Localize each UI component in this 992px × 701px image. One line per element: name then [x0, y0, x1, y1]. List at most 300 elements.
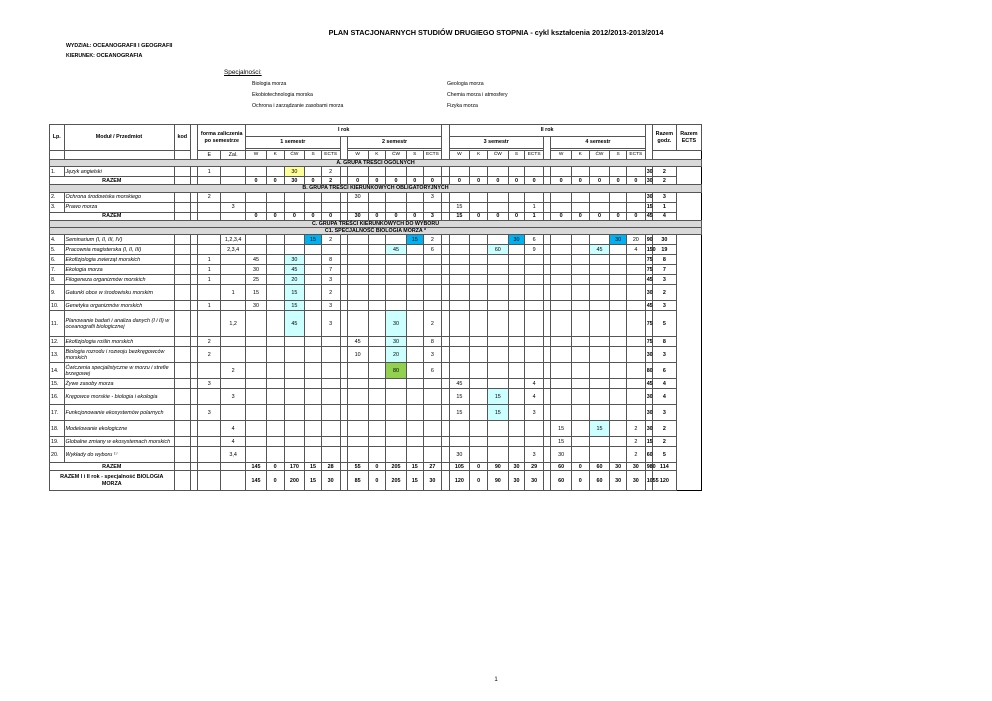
hours-cell: 0: [589, 177, 610, 185]
hours-cell: [487, 285, 508, 301]
hours-cell: [610, 192, 627, 202]
spacer-cell: [442, 255, 449, 265]
total-ects: 5: [652, 311, 676, 337]
hours-cell: 30: [246, 265, 267, 275]
hours-cell: [449, 337, 470, 347]
spacer-cell: [442, 202, 449, 212]
credit-semester: [221, 463, 246, 471]
spacer-cell: [442, 235, 449, 245]
hours-cell: [589, 437, 610, 447]
hours-cell: [508, 379, 525, 389]
exam-semester: [198, 437, 221, 447]
hours-cell: [386, 167, 407, 177]
hours-cell: [284, 389, 305, 405]
hours-cell: [470, 347, 488, 363]
hours-cell: [610, 245, 627, 255]
hours-cell: [470, 337, 488, 347]
hours-cell: [449, 301, 470, 311]
hours-cell: [610, 265, 627, 275]
hours-cell: [386, 379, 407, 389]
hours-cell: [347, 363, 368, 379]
hours-cell: [610, 311, 627, 337]
hours-cell: [386, 389, 407, 405]
hours-cell: [525, 275, 544, 285]
hours-cell: [305, 379, 322, 389]
hours-cell: [589, 389, 610, 405]
hours-cell: 2: [321, 167, 340, 177]
hours-cell: 15: [449, 389, 470, 405]
total-hours: 45: [645, 379, 652, 389]
table-row: [50, 405, 702, 421]
exam-semester: 2: [198, 337, 221, 347]
hours-cell: [386, 301, 407, 311]
hours-cell: [423, 167, 442, 177]
hours-cell: [406, 379, 423, 389]
total-hours: 60: [645, 447, 652, 463]
hours-cell: 90: [487, 471, 508, 491]
hours-cell: [406, 202, 423, 212]
hours-cell: 60: [589, 463, 610, 471]
hours-cell: 0: [406, 212, 423, 220]
hours-cell: 9: [525, 245, 544, 255]
table-row: [50, 463, 702, 471]
code-cell: [174, 192, 191, 202]
code-cell: [174, 167, 191, 177]
subheader-row: [50, 151, 702, 160]
hours-cell: [406, 337, 423, 347]
exam-semester: [198, 463, 221, 471]
hours-cell: [386, 202, 407, 212]
header-subject: Moduł / Przedmiot: [64, 125, 174, 151]
hours-cell: [487, 437, 508, 447]
hours-cell: [284, 447, 305, 463]
table-row: [50, 167, 702, 177]
spacer-cell: [191, 463, 198, 471]
hours-cell: 0: [551, 177, 572, 185]
hours-cell: [508, 285, 525, 301]
hours-cell: [571, 389, 589, 405]
hours-cell: 205: [386, 463, 407, 471]
hours-cell: [626, 192, 645, 202]
hours-cell: 0: [487, 212, 508, 220]
hours-cell: [284, 337, 305, 347]
hours-cell: [571, 405, 589, 421]
hours-cell: [449, 437, 470, 447]
hours-cell: [423, 275, 442, 285]
hours-cell: [347, 447, 368, 463]
hours-cell: [368, 167, 386, 177]
header-sub-s: S: [610, 151, 627, 160]
spacer-cell: [340, 405, 347, 421]
hours-cell: 30: [284, 255, 305, 265]
spacer-cell: [191, 265, 198, 275]
hours-cell: [449, 275, 470, 285]
hours-cell: 85: [347, 471, 368, 491]
code-cell: [174, 177, 191, 185]
total-ects: 3: [652, 347, 676, 363]
total-hours: 15: [645, 202, 652, 212]
spacer-cell: [543, 405, 550, 421]
code-cell: [174, 389, 191, 405]
header-sub-s: S: [406, 151, 423, 160]
total-hours: 45: [645, 275, 652, 285]
hours-cell: 0: [487, 177, 508, 185]
row-number: 16.: [50, 389, 65, 405]
section-b-heading: B. GRUPA TREŚCI KIERUNKOWYCH OBLIGATORYJNYCH: [50, 185, 702, 192]
hours-cell: [284, 245, 305, 255]
total-ects: 8: [652, 255, 676, 265]
hours-cell: [525, 265, 544, 275]
hours-cell: [347, 311, 368, 337]
hours-cell: [321, 192, 340, 202]
hours-cell: 30: [321, 471, 340, 491]
spacer-cell: [340, 311, 347, 337]
header-assessment-form: forma zaliczenia po semestrze: [198, 125, 246, 151]
spacer-cell: [442, 301, 449, 311]
hours-cell: [626, 363, 645, 379]
hours-cell: [551, 389, 572, 405]
hours-cell: [266, 405, 284, 421]
hours-cell: [470, 379, 488, 389]
hours-cell: 145: [246, 471, 267, 491]
row-number: 17.: [50, 405, 65, 421]
header-sub-s: S: [305, 151, 322, 160]
hours-cell: 6: [423, 363, 442, 379]
hours-cell: [571, 379, 589, 389]
hours-cell: [525, 347, 544, 363]
hours-cell: [571, 245, 589, 255]
table-row: [50, 363, 702, 379]
hours-cell: [423, 405, 442, 421]
spacer-cell: [543, 379, 550, 389]
spacer-cell: [543, 311, 550, 337]
hours-cell: [406, 389, 423, 405]
spacer-cell: [191, 421, 198, 437]
total-hours: 30: [645, 192, 652, 202]
hours-cell: [508, 301, 525, 311]
hours-cell: [347, 389, 368, 405]
hours-cell: [246, 167, 267, 177]
hours-cell: [610, 301, 627, 311]
spacer-cell: [442, 167, 449, 177]
hours-cell: [347, 405, 368, 421]
spacer-cell: [191, 301, 198, 311]
hours-cell: [487, 347, 508, 363]
hours-cell: [368, 437, 386, 447]
hours-cell: 0: [266, 463, 284, 471]
total-label: RAZEM: [50, 463, 175, 471]
subject-name: Pracownia magisterska (I, II, III): [64, 245, 174, 255]
hours-cell: [246, 245, 267, 255]
credit-semester: [221, 471, 246, 491]
hours-cell: [571, 192, 589, 202]
hours-cell: [368, 447, 386, 463]
total-hours: 30: [645, 167, 652, 177]
spacer-cell: [340, 177, 347, 185]
hours-cell: [626, 337, 645, 347]
hours-cell: [610, 379, 627, 389]
hours-cell: 4: [626, 245, 645, 255]
hours-cell: [626, 301, 645, 311]
hours-cell: 0: [551, 212, 572, 220]
row-number: 3.: [50, 202, 65, 212]
credit-semester: 3: [221, 202, 246, 212]
hours-cell: [610, 285, 627, 301]
exam-semester: [198, 471, 221, 491]
hours-cell: [525, 167, 544, 177]
hours-cell: 15: [406, 471, 423, 491]
hours-cell: 105: [449, 463, 470, 471]
hours-cell: 0: [368, 177, 386, 185]
spacer-cell: [191, 177, 198, 185]
spacer-cell: [340, 212, 347, 220]
hours-cell: [406, 363, 423, 379]
hours-cell: [551, 202, 572, 212]
hours-cell: [525, 337, 544, 347]
hours-cell: 30: [386, 311, 407, 337]
hours-cell: [406, 265, 423, 275]
total-ects: 7: [652, 265, 676, 275]
hours-cell: [406, 405, 423, 421]
hours-cell: [571, 167, 589, 177]
total-ects: 2: [652, 177, 676, 185]
specialization-item: Fizyka morza: [447, 103, 478, 109]
hours-cell: [321, 202, 340, 212]
spacer-cell: [191, 255, 198, 265]
hours-cell: [487, 275, 508, 285]
hours-cell: [551, 311, 572, 337]
header-total-ects: Razem ECTS: [676, 125, 701, 151]
total-hours: 45: [646, 212, 653, 219]
hours-cell: [508, 265, 525, 275]
row-number: 7.: [50, 265, 65, 275]
exam-semester: [198, 311, 221, 337]
spacer-cell: [442, 311, 449, 337]
hours-cell: [571, 363, 589, 379]
code-cell: [174, 265, 191, 275]
hours-cell: 15: [284, 285, 305, 301]
specialization-item: Biologia morza: [252, 81, 287, 87]
hours-cell: [406, 285, 423, 301]
exam-semester: [198, 447, 221, 463]
specializations-heading: Specjalności:: [224, 69, 262, 76]
spacer-cell: [543, 202, 550, 212]
hours-cell: [508, 337, 525, 347]
hours-cell: 15: [487, 405, 508, 421]
hours-cell: [386, 421, 407, 437]
exam-semester: 2: [198, 347, 221, 363]
spacer-cell: [442, 363, 449, 379]
credit-semester: [221, 265, 246, 275]
hours-cell: [487, 447, 508, 463]
spacer-cell: [543, 347, 550, 363]
total-hours: 75: [645, 265, 652, 275]
hours-cell: [508, 405, 525, 421]
code-cell: [174, 245, 191, 255]
hours-cell: 15: [449, 202, 470, 212]
total-ects: 30: [652, 235, 676, 245]
total-ects: 3: [652, 192, 676, 202]
hours-cell: [246, 437, 267, 447]
hours-cell: [470, 363, 488, 379]
hours-cell: [610, 275, 627, 285]
row-number: 14.: [50, 363, 65, 379]
hours-cell: [246, 363, 267, 379]
hours-cell: 0: [305, 212, 322, 220]
hours-cell: [284, 363, 305, 379]
hours-cell: 0: [589, 212, 610, 220]
hours-cell: [551, 379, 572, 389]
code-cell: [174, 471, 191, 491]
hours-cell: 30: [284, 167, 305, 177]
spacer-cell: [340, 285, 347, 301]
hours-cell: 20: [626, 235, 645, 245]
hours-cell: [246, 337, 267, 347]
hours-cell: [571, 285, 589, 301]
hours-cell: [589, 447, 610, 463]
hours-cell: [246, 447, 267, 463]
header-sub-k: K: [571, 151, 589, 160]
code-cell: [174, 212, 191, 220]
hours-cell: 15: [449, 405, 470, 421]
hours-cell: 2: [626, 437, 645, 447]
header-sub-k: K: [470, 151, 488, 160]
hours-cell: 15: [305, 471, 322, 491]
hours-cell: [406, 275, 423, 285]
header-sub-cw: ĆW: [386, 151, 407, 160]
hours-cell: [321, 245, 340, 255]
hours-cell: [423, 389, 442, 405]
hours-cell: [571, 437, 589, 447]
hours-cell: [626, 275, 645, 285]
hours-cell: [266, 379, 284, 389]
hours-cell: [406, 255, 423, 265]
credit-semester: 4: [221, 437, 246, 447]
total-ects: 6: [652, 363, 676, 379]
hours-cell: [406, 301, 423, 311]
hours-cell: [470, 192, 488, 202]
hours-cell: [449, 421, 470, 437]
hours-cell: [368, 389, 386, 405]
hours-cell: [406, 192, 423, 202]
header-sub-k: K: [266, 151, 284, 160]
total-ects: 2: [652, 437, 676, 447]
spacer-cell: [543, 389, 550, 405]
code-cell: [174, 405, 191, 421]
hours-cell: [305, 192, 322, 202]
row-number: 2.: [50, 192, 65, 202]
spacer-cell: [543, 301, 550, 311]
credit-semester: 2: [221, 363, 246, 379]
header-sub-ects: ECTS: [626, 151, 645, 160]
hours-cell: [470, 167, 488, 177]
credit-semester: 4: [221, 421, 246, 437]
subject-name: Globalne zmiany w ekosystemach morskich: [64, 437, 174, 447]
hours-cell: [470, 235, 488, 245]
hours-cell: [266, 285, 284, 301]
hours-cell: [610, 421, 627, 437]
hours-cell: 0: [266, 471, 284, 491]
hours-cell: 0: [470, 471, 488, 491]
table-row: [50, 177, 702, 185]
hours-cell: [551, 285, 572, 301]
spacer-cell: [543, 471, 550, 491]
hours-cell: [449, 192, 470, 202]
spacer-cell: [191, 235, 198, 245]
hours-cell: [589, 337, 610, 347]
total-hours: 1055: [645, 471, 652, 491]
spacer-cell: [442, 471, 449, 491]
hours-cell: 3: [525, 447, 544, 463]
hours-cell: [487, 255, 508, 265]
header-sub-cw: ĆW: [589, 151, 610, 160]
hours-cell: [406, 167, 423, 177]
total-ects: 3: [652, 275, 676, 285]
faculty-label: WYDZIAŁ:: [66, 43, 92, 49]
spacer-cell: [543, 447, 550, 463]
hours-cell: [423, 437, 442, 447]
hours-cell: [305, 301, 322, 311]
hours-cell: [551, 301, 572, 311]
total-hours: 15: [645, 437, 652, 447]
header-code: kod: [174, 125, 191, 151]
hours-cell: 1: [525, 202, 544, 212]
hours-cell: [610, 347, 627, 363]
hours-cell: [508, 255, 525, 265]
hours-cell: [589, 192, 610, 202]
spacer-cell: [340, 192, 347, 202]
hours-cell: [386, 192, 407, 202]
hours-cell: [551, 347, 572, 363]
exam-semester: [198, 363, 221, 379]
hours-cell: [449, 265, 470, 275]
hours-cell: [571, 447, 589, 463]
hours-cell: [321, 389, 340, 405]
total-ects: 5: [652, 447, 676, 463]
hours-cell: [589, 167, 610, 177]
exam-semester: [198, 212, 221, 220]
section-c1-heading: C1. SPECJALNOŚĆ BIOLOGIA MORZA *: [50, 227, 702, 234]
hours-cell: 2: [321, 235, 340, 245]
hours-cell: [589, 265, 610, 275]
hours-cell: 60: [487, 245, 508, 255]
credit-semester: [221, 275, 246, 285]
spacer-cell: [191, 363, 198, 379]
hours-cell: [508, 347, 525, 363]
spacer-cell: [543, 245, 550, 255]
hours-cell: 15: [589, 421, 610, 437]
exam-semester: 1: [198, 255, 221, 265]
hours-cell: 28: [321, 463, 340, 471]
hours-cell: 30: [449, 447, 470, 463]
hours-cell: [266, 437, 284, 447]
hours-cell: [449, 347, 470, 363]
hours-cell: [305, 265, 322, 275]
hours-cell: 2: [321, 285, 340, 301]
code-cell: [174, 363, 191, 379]
header-sub-w: W: [246, 151, 267, 160]
code-cell: [174, 347, 191, 363]
hours-cell: [589, 255, 610, 265]
credit-semester: [221, 337, 246, 347]
hours-cell: 60: [589, 471, 610, 491]
hours-cell: [571, 311, 589, 337]
spacer-cell: [340, 437, 347, 447]
total-label: RAZEM I i II rok - specjalność BIOLOGIA MORZA: [50, 471, 175, 491]
spacer-cell: [442, 192, 449, 202]
hours-cell: [305, 245, 322, 255]
subject-name: Wykłady do wyboru ¹⁾: [64, 447, 174, 463]
